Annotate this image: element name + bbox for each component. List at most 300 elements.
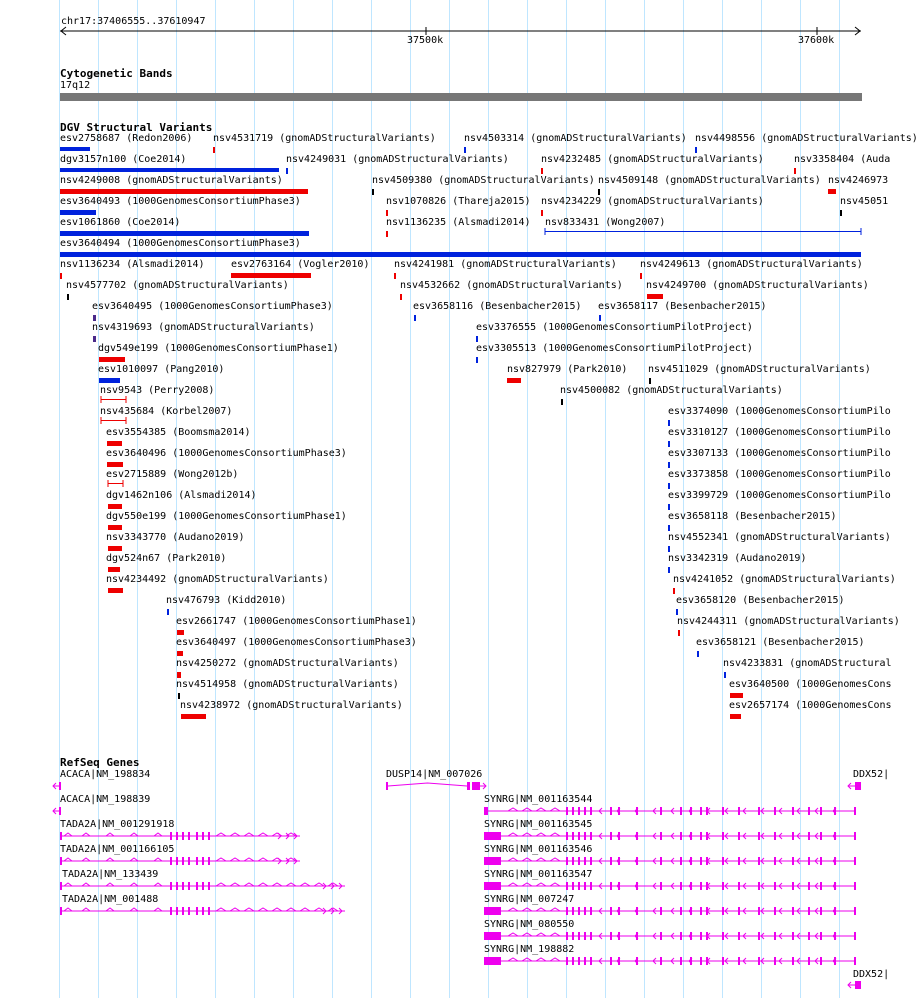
dgv-feature-label[interactable]: esv3658116 (Besenbacher2015) [413,301,582,312]
gene-exon [722,882,724,890]
gene-exon [584,832,586,840]
gene-exon [188,907,190,915]
gene-exon [855,981,861,989]
gene-exon [188,882,190,890]
ruler-location-label: chr17:37406555..37610947 [61,16,206,27]
gene-exon [808,907,810,915]
dgv-feature-bar[interactable] [476,336,478,342]
gene-label[interactable]: DDX52| [853,969,890,980]
gene-exon [680,832,682,840]
dgv-track-title[interactable]: DGV Structural Variants [60,121,213,134]
dgv-feature-bar[interactable] [60,210,96,215]
gene-exon [60,832,62,840]
dgv-feature-label[interactable]: esv3307133 (1000GenomesConsortiumPilo [668,448,891,459]
dgv-feature-bar[interactable] [386,231,388,237]
gene-exon [578,932,580,940]
dgv-feature-bar[interactable] [178,693,180,699]
dgv-feature-label[interactable]: nsv4500082 (gnomADStructuralVariants) [560,385,783,396]
gene-label[interactable]: SYNRG|NM_198882 [484,944,575,955]
gene-exon [722,932,724,940]
gene-exon [738,832,740,840]
dgv-feature-label[interactable]: nsv4241052 (gnomADStructuralVariants) [673,574,896,585]
gene-exon [610,907,612,915]
dgv-feature-label[interactable]: nsv4319693 (gnomADStructuralVariants) [92,322,315,333]
dgv-feature-label[interactable]: nsv4233831 (gnomADStructural [723,658,892,669]
dgv-feature-bar[interactable] [649,378,651,384]
dgv-feature-bar[interactable] [286,168,288,174]
gene-exon [590,882,592,890]
dgv-feature-label[interactable]: esv3376555 (1000GenomesConsortiumPilotProject) [476,322,753,333]
dgv-feature-label[interactable]: esv1010097 (Pang2010) [98,364,225,375]
dgv-feature-bar[interactable] [177,630,184,635]
dgv-feature-bar[interactable] [394,273,396,279]
gene-exon [170,832,172,840]
gene-exon [854,857,856,865]
gene-exon [176,857,178,865]
gene-exon [680,907,682,915]
gene-exon [170,857,172,865]
dgv-feature-bar[interactable] [828,189,836,194]
dgv-feature-label[interactable]: nsv4249008 (gnomADStructuralVariants) [60,175,283,186]
gene-exon [176,832,178,840]
gene-exon [855,782,861,790]
dgv-feature-bar[interactable] [181,714,206,719]
dgv-feature-label[interactable]: nsv827979 (Park2010) [507,364,628,375]
dgv-feature-label[interactable]: esv3640497 (1000GenomesConsortiumPhase3) [176,637,417,648]
dgv-feature-label[interactable]: nsv1136234 (Alsmadi2014) [60,259,205,270]
dgv-feature-bar[interactable] [107,462,123,467]
gene-exon [208,857,210,865]
gene-exon [792,957,794,965]
dgv-feature-bar[interactable] [599,315,601,321]
gene-exon [188,832,190,840]
gene-exon [578,957,580,965]
dgv-feature-bar[interactable] [541,168,543,174]
dgv-feature-bar[interactable] [668,504,670,510]
dgv-feature-bar[interactable] [730,714,741,719]
dgv-feature-label[interactable]: esv3640495 (1000GenomesConsortiumPhase3) [92,301,333,312]
dgv-feature-label[interactable]: nsv4241981 (gnomADStructuralVariants) [394,259,617,270]
dgv-feature-label[interactable]: nsv3343770 (Audano2019) [106,532,245,543]
dgv-feature-bar[interactable] [93,336,96,342]
cytoband-bar[interactable] [60,93,862,101]
gene-exon [680,807,682,815]
gene-exon [792,907,794,915]
dgv-feature-label[interactable]: nsv4250272 (gnomADStructuralVariants) [176,658,399,669]
gene-exon [774,957,776,965]
dgv-feature-label[interactable]: dgv550e199 (1000GenomesConsortiumPhase1) [106,511,347,522]
dgv-feature-bar[interactable] [107,441,122,446]
gene-exon [792,882,794,890]
dgv-feature-label[interactable]: esv1061860 (Coe2014) [60,217,181,228]
dgv-feature-bar[interactable] [177,651,183,656]
gene-exon [680,857,682,865]
gene-exon [774,857,776,865]
gene-exon [610,932,612,940]
dgv-feature-bar[interactable] [676,609,678,615]
dgv-feature-label[interactable]: esv2661747 (1000GenomesConsortiumPhase1) [176,616,417,627]
gene-exon [820,907,822,915]
cytoband-track-title[interactable]: Cytogenetic Bands [60,67,173,80]
gene-exon [584,807,586,815]
dgv-feature-label[interactable]: nsv4577702 (gnomADStructuralVariants) [66,280,289,291]
gene-exon [566,957,568,965]
gene-exon [484,882,501,890]
gene-label[interactable]: TADA2A|NM_001488 [62,894,159,905]
gene-exon [584,932,586,940]
gene-exon [208,832,210,840]
gene-exon [584,907,586,915]
gene-label[interactable]: SYNRG|NM_001163547 [484,869,593,880]
gene-exon [584,857,586,865]
gene-exon [610,857,612,865]
dgv-feature-bar[interactable] [668,462,670,468]
dgv-feature-bar[interactable] [60,273,62,279]
dgv-feature-bar[interactable] [400,294,402,300]
dgv-feature-bar[interactable] [167,609,169,615]
gene-exon [792,832,794,840]
gene-exon [610,882,612,890]
dgv-feature-bar[interactable] [697,651,699,657]
gene-exon [572,807,574,815]
dgv-feature-bar[interactable] [108,588,123,593]
dgv-feature-bar[interactable] [177,672,181,678]
gene-exon [188,857,190,865]
gene-exon [578,807,580,815]
dgv-feature-bar[interactable] [213,147,215,153]
dgv-feature-label[interactable]: nsv4514958 (gnomADStructuralVariants) [176,679,399,690]
gene-exon [758,932,760,940]
dgv-feature-label[interactable]: nsv4246973 [828,175,889,186]
gene-exon [738,957,740,965]
gene-exon [60,857,62,865]
gene-exon [484,807,488,815]
dgv-feature-label[interactable]: nsv9543 (Perry2008) [100,385,215,396]
gene-exon [722,832,724,840]
dgv-feature-label[interactable]: dgv3157n100 (Coe2014) [60,154,187,165]
dgv-feature-bar[interactable] [476,357,478,363]
dgv-feature-label[interactable]: nsv3342319 (Audano2019) [668,553,807,564]
gene-exon [854,932,856,940]
gene-exon [590,907,592,915]
gene-exon [566,832,568,840]
gene-exon [820,832,822,840]
dgv-feature-bar[interactable] [67,294,69,300]
dgv-feature-label[interactable]: esv3658121 (Besenbacher2015) [696,637,865,648]
gene-exon [700,832,702,840]
gene-exon [680,932,682,940]
dgv-feature-label[interactable]: esv3554385 (Boomsma2014) [106,427,251,438]
refseq-track-title[interactable]: RefSeq Genes [60,756,140,769]
dgv-feature-label[interactable]: nsv4249613 (gnomADStructuralVariants) [640,259,863,270]
gene-label[interactable]: ACACA|NM_198834 [60,769,151,780]
dgv-feature-label[interactable]: nsv4552341 (gnomADStructuralVariants) [668,532,891,543]
dgv-feature-label[interactable]: esv3373858 (1000GenomesConsortiumPilo [668,469,891,480]
dgv-feature-bar[interactable] [108,504,122,509]
dgv-feature-label[interactable]: esv3640493 (1000GenomesConsortiumPhase3) [60,196,301,207]
gene-exon [176,882,178,890]
gene-exon [738,807,740,815]
gene-exon [484,832,501,840]
dgv-feature-bar[interactable] [507,378,521,383]
dgv-feature-label[interactable]: esv2657174 (1000GenomesCons [729,700,892,711]
dgv-feature-label[interactable]: nsv1136235 (Alsmadi2014) [386,217,531,228]
gene-exon [820,957,822,965]
dgv-feature-label[interactable]: esv3374090 (1000GenomesConsortiumPilo [668,406,891,417]
gene-exon [700,932,702,940]
gene-exon [182,882,184,890]
gene-intron [388,783,467,786]
ruler-tick-label: 37600k [798,35,835,46]
dgv-feature-label[interactable]: esv2715889 (Wong2012b) [106,469,239,480]
dgv-feature-bar[interactable] [99,357,125,362]
gene-exon [590,932,592,940]
dgv-feature-bar[interactable] [60,168,279,172]
gene-exon [758,807,760,815]
dgv-feature-bar[interactable] [678,630,680,636]
dgv-feature-label[interactable]: nsv435684 (Korbel2007) [100,406,233,417]
dgv-feature-bar[interactable] [108,483,123,484]
dgv-feature-bar[interactable] [231,273,311,278]
dgv-feature-bar[interactable] [640,273,642,279]
gene-label[interactable]: DUSP14|NM_007026 [386,769,483,780]
gene-exon [738,932,740,940]
gene-exon [566,882,568,890]
gene-exon [572,832,574,840]
gene-exon [572,857,574,865]
dgv-feature-bar[interactable] [794,168,796,174]
dgv-feature-bar[interactable] [668,546,670,552]
gene-exon [484,932,501,940]
dgv-feature-bar[interactable] [464,147,466,153]
dgv-feature-label[interactable]: nsv833431 (Wong2007) [545,217,666,228]
dgv-feature-label[interactable]: dgv549e199 (1000GenomesConsortiumPhase1) [98,343,339,354]
gene-exon [820,882,822,890]
dgv-feature-label[interactable]: esv2763164 (Vogler2010) [231,259,370,270]
gene-exon [196,882,198,890]
gene-exon [182,857,184,865]
gene-exon [170,907,172,915]
gene-label[interactable]: TADA2A|NM_133439 [62,869,159,880]
dgv-feature-bar[interactable] [668,483,670,489]
gene-label[interactable]: SYNRG|NM_001163544 [484,794,593,805]
ruler-tick-label: 37500k [407,35,444,46]
dgv-feature-label[interactable]: nsv4238972 (gnomADStructuralVariants) [180,700,403,711]
gene-exon [774,932,776,940]
gene-exon [722,857,724,865]
dgv-feature-label[interactable]: nsv476793 (Kidd2010) [166,595,287,606]
gene-exon [774,907,776,915]
gene-exon [820,857,822,865]
gene-label[interactable]: SYNRG|NM_080550 [484,919,575,930]
gene-exon [758,907,760,915]
gene-exon [722,907,724,915]
gene-exon [774,882,776,890]
gene-exon [578,832,580,840]
gene-exon [808,807,810,815]
gene-exon [854,832,856,840]
dgv-feature-bar[interactable] [101,399,126,400]
gene-exon [578,907,580,915]
dgv-feature-bar[interactable] [668,420,670,426]
dgv-feature-label[interactable]: esv3658120 (Besenbacher2015) [676,595,845,606]
gene-exon [472,782,480,790]
dgv-feature-bar[interactable] [101,420,126,421]
gene-exon [196,832,198,840]
dgv-feature-label[interactable]: nsv1070826 (Thareja2015) [386,196,531,207]
dgv-feature-bar[interactable] [561,399,563,405]
dgv-feature-label[interactable]: esv3658117 (Besenbacher2015) [598,301,767,312]
gene-exon [774,807,776,815]
gene-exon [700,957,702,965]
gene-exon [808,832,810,840]
gene-exon [610,957,612,965]
dgv-feature-bar[interactable] [99,378,120,383]
dgv-feature-label[interactable]: esv3658118 (Besenbacher2015) [668,511,837,522]
gene-exon [202,882,204,890]
dgv-feature-bar[interactable] [60,147,90,151]
dgv-feature-bar[interactable] [60,189,308,194]
gene-label[interactable]: SYNRG|NM_001163545 [484,819,593,830]
dgv-feature-bar[interactable] [108,546,122,551]
dgv-feature-label[interactable]: nsv4249700 (gnomADStructuralVariants) [646,280,869,291]
gene-exon [202,907,204,915]
dgv-feature-bar[interactable] [541,210,543,216]
dgv-feature-bar[interactable] [108,567,120,572]
dgv-feature-bar[interactable] [598,189,600,195]
gene-exon [774,832,776,840]
dgv-feature-label[interactable]: esv3640494 (1000GenomesConsortiumPhase3) [60,238,301,249]
gene-label[interactable]: TADA2A|NM_001291918 [60,819,175,830]
dgv-feature-label[interactable]: nsv3358404 (Auda [794,154,891,165]
dgv-feature-bar[interactable] [668,525,670,531]
gene-exon [202,832,204,840]
gene-exon [60,907,62,915]
gene-exon [590,807,592,815]
gene-label[interactable]: SYNRG|NM_007247 [484,894,575,905]
gene-label[interactable]: TADA2A|NM_001166105 [60,844,175,855]
dgv-feature-label[interactable]: nsv4244311 (gnomADStructuralVariants) [677,616,900,627]
dgv-feature-bar[interactable] [673,588,675,594]
gene-exon [738,907,740,915]
dgv-feature-label[interactable]: esv2758687 (Redon2006) [60,133,193,144]
gene-exon [610,832,612,840]
gene-exon [660,907,662,915]
gene-exon [202,857,204,865]
gene-label[interactable]: ACACA|NM_198839 [60,794,151,805]
gene-exon [484,907,501,915]
gene-exon [738,882,740,890]
dgv-feature-label[interactable]: nsv4498556 (gnomADStructuralVariants) [695,133,918,144]
dgv-feature-bar[interactable] [668,567,670,573]
dgv-feature-label[interactable]: esv3305513 (1000GenomesConsortiumPilotProject) [476,343,753,354]
dgv-feature-label[interactable]: nsv4232485 (gnomADStructuralVariants) [541,154,764,165]
gene-exon [572,882,574,890]
dgv-feature-bar[interactable] [414,315,416,321]
gene-exon [758,882,760,890]
gene-exon [566,807,568,815]
dgv-feature-bar[interactable] [386,210,388,216]
dgv-feature-bar[interactable] [108,525,122,530]
dgv-feature-label[interactable]: nsv4509148 (gnomADStructuralVariants) [598,175,821,186]
gene-exon [208,907,210,915]
dgv-feature-bar[interactable] [840,210,842,216]
dgv-feature-label[interactable]: nsv4531719 (gnomADStructuralVariants) [213,133,436,144]
dgv-feature-label[interactable]: esv3399729 (1000GenomesConsortiumPilo [668,490,891,501]
gene-exon [584,882,586,890]
dgv-feature-bar[interactable] [60,231,309,236]
gene-exon [566,857,568,865]
gene-exon [722,957,724,965]
dgv-feature-label[interactable]: nsv45051 [840,196,889,207]
gene-exon [484,957,501,965]
dgv-feature-label[interactable]: dgv524n67 (Park2010) [106,553,227,564]
gene-exon [680,957,682,965]
dgv-feature-bar[interactable] [730,693,743,698]
gene-exon [854,907,856,915]
dgv-feature-label[interactable]: nsv4234229 (gnomADStructuralVariants) [541,196,764,207]
dgv-feature-bar[interactable] [647,294,663,299]
dgv-feature-bar[interactable] [724,672,726,678]
gene-exon [660,932,662,940]
gene-exon [196,907,198,915]
gene-exon [660,832,662,840]
gene-exon [590,832,592,840]
gene-exon [566,907,568,915]
dgv-feature-bar[interactable] [60,252,861,257]
dgv-feature-bar[interactable] [93,315,96,321]
gene-exon [854,807,856,815]
gene-exon [792,807,794,815]
dgv-feature-label[interactable]: nsv4509380 (gnomADStructuralVariants) [372,175,595,186]
gene-exon [208,882,210,890]
gene-exon [660,957,662,965]
gene-exon [700,807,702,815]
dgv-feature-bar[interactable] [668,441,670,447]
gene-exon [808,957,810,965]
gene-exon [578,882,580,890]
dgv-feature-label[interactable]: esv3640500 (1000GenomesCons [729,679,892,690]
dgv-feature-label[interactable]: nsv4532662 (gnomADStructuralVariants) [400,280,623,291]
gene-exon [467,782,470,790]
dgv-feature-label[interactable]: dgv1462n106 (Alsmadi2014) [106,490,257,501]
gene-exon [59,782,61,790]
gene-exon [590,957,592,965]
gene-exon [792,857,794,865]
gene-exon [700,857,702,865]
dgv-feature-bar[interactable] [545,231,861,232]
gene-exon [820,932,822,940]
gene-exon [660,857,662,865]
dgv-feature-label[interactable]: nsv4249031 (gnomADStructuralVariants) [286,154,509,165]
dgv-feature-label[interactable]: esv3640496 (1000GenomesConsortiumPhase3) [106,448,347,459]
dgv-feature-label[interactable]: nsv4511029 (gnomADStructuralVariants) [648,364,871,375]
gene-label[interactable]: DDX52| [853,769,890,780]
dgv-feature-bar[interactable] [372,189,374,195]
gene-exon [758,832,760,840]
gene-exon [700,907,702,915]
gene-exon [176,907,178,915]
gene-label[interactable]: SYNRG|NM_001163546 [484,844,593,855]
dgv-feature-bar[interactable] [695,147,697,153]
dgv-feature-label[interactable]: nsv4234492 (gnomADStructuralVariants) [106,574,329,585]
gene-exon [484,857,501,865]
gene-exon [59,807,61,815]
dgv-feature-label[interactable]: nsv4503314 (gnomADStructuralVariants) [464,133,687,144]
dgv-feature-label[interactable]: esv3310127 (1000GenomesConsortiumPilo [668,427,891,438]
gene-exon [854,882,856,890]
gene-exon [722,807,724,815]
